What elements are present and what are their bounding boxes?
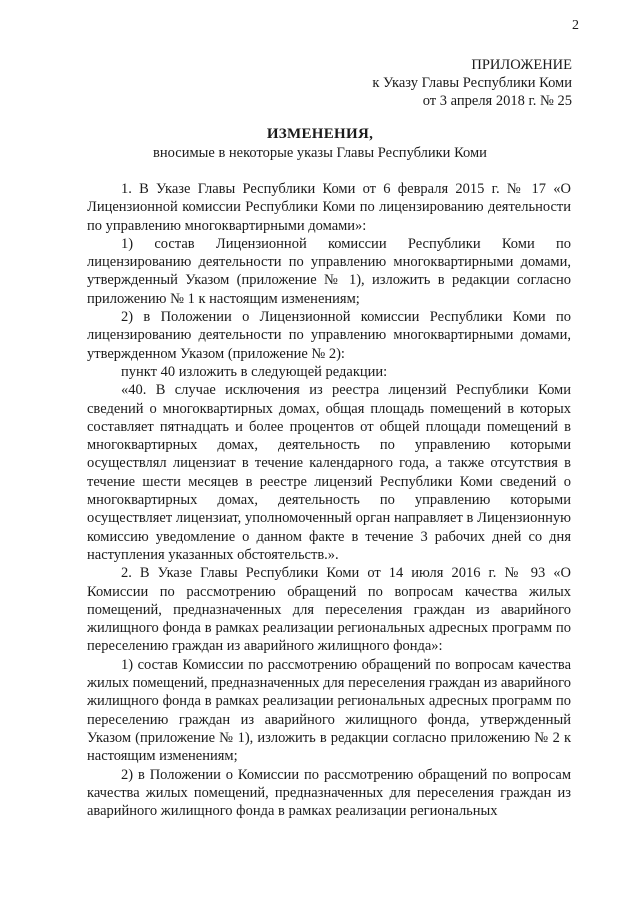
paragraph-item-2-1: 1) состав Комиссии по рассмотрению обращений по вопросам качества жилых помещений, предназначенных для переселения граждан из аварийного жилищного фонда в рамках реализации региональных адресных программ по переселению граждан из аварийного жилищного фонда, утвержденный Указом (приложение № 1), изложить в редакции согласно приложению № 2 к настоящим изменениям; (87, 656, 571, 765)
paragraph-item-2: 2. В Указе Главы Республики Коми от 14 июля 2016 г. № 93 «О Комиссии по рассмотрению обращений по вопросам качества жилых помещений, предназначенных для переселения граждан из аварийного жилищного фонда в рамках реализации региональных адресных программ по переселению граждан из аварийного жилищного фонда»: (87, 565, 571, 655)
paragraph-item-1-2: 2) в Положении о Лицензионной комиссии Республики Коми по лицензированию деятельности по управлению многоквартирными домами, утвержденном Указом (приложение № 2): (87, 309, 571, 362)
page-number: 2 (572, 18, 579, 33)
paragraph-item-1: 1. В Указе Главы Республики Коми от 6 февраля 2015 г. № 17 «О Лицензионной комиссии Республики Коми по лицензированию деятельности по управлению многоквартирными домами»: (87, 181, 571, 234)
appendix-reference: к Указу Главы Республики Коми (372, 75, 572, 91)
appendix-block (372, 56, 572, 110)
paragraph-point-40-text: «40. В случае исключения из реестра лицензий Республики Коми сведений о многоквартирных домах, общая площадь помещений в которых составляет пятнадцать и более процентов от общей площади помещений в многоквартирных домах, деятельность по управлению которыми осуществлял лицензиат в течение календарного года, а также отсутствия в течение шести месяцев в реестре лицензий Республики Коми сведений о многоквартирных домах, деятельность по управлению которыми осуществляет лицензиат, уполномоченный орган направляет в Лицензионную комиссию уведомление о данном факте в течение 3 рабочих дней со дня наступления указанных обстоятельств.». (87, 382, 571, 563)
paragraph-point-40-intro: пункт 40 изложить в следующей редакции: (121, 363, 388, 380)
document-body (87, 180, 571, 820)
document-subtitle: вносимые в некоторые указы Главы Республики Коми (153, 145, 487, 161)
paragraph-item-1-1: 1) состав Лицензионной комиссии Республики Коми по лицензированию деятельности по управлению многоквартирными домами, утвержденный Указом (приложение № 1), изложить в редакции согласно приложению № 1 к настоящим изменениям; (87, 235, 571, 307)
appendix-label: ПРИЛОЖЕНИЕ (471, 57, 572, 73)
appendix-date: от 3 апреля 2018 г. № 25 (422, 93, 572, 109)
paragraph-item-2-2: 2) в Положении о Комиссии по рассмотрению обращений по вопросам качества жилых помещений, предназначенных для переселения граждан из аварийного жилищного фонда в рамках реализации региональных (87, 766, 571, 820)
document-title: ИЗМЕНЕНИЯ, (266, 126, 374, 142)
